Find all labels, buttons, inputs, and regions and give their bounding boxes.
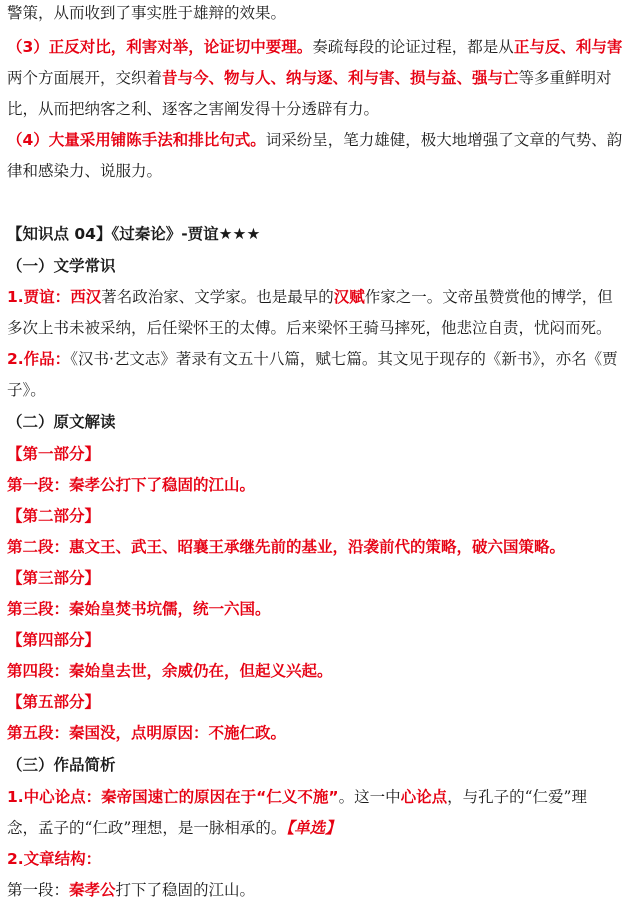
point-4-line-2: 律和感染力、说服力。 bbox=[7, 162, 163, 180]
part-heading: 【第四部分】 bbox=[7, 631, 101, 649]
section-heading-reading: （二）原文解读 bbox=[7, 413, 116, 431]
item-jiayi-line-2: 多次上书未被采纳，后任梁怀王的太傅。后来梁怀王骑马摔死，他悲泣自责，忧闷而死。 bbox=[7, 319, 612, 337]
central-argument-line-1: 1.中心论点：秦帝国速亡的原因在于“仁义不施”。这一中心论点，与孔子的“仁爱”理 bbox=[7, 788, 587, 806]
point-3-line-3: 比，从而把纳客之利、逐客之害阐发得十分透辟有力。 bbox=[7, 100, 380, 118]
part-heading: 【第二部分】 bbox=[7, 507, 101, 525]
section-heading-analysis: （三）作品简析 bbox=[7, 756, 116, 774]
structure-heading: 2.文章结构： bbox=[7, 850, 102, 868]
point-3-heading: （3）正反对比，利害对举，论证切中要理。 bbox=[7, 38, 313, 56]
structure-line-1: 第一段：秦孝公打下了稳固的江山。 bbox=[7, 881, 256, 899]
part-summary: 第四段：秦始皇去世，余威仍在，但起义兴起。 bbox=[7, 662, 333, 680]
part-summary: 第一段：秦孝公打下了稳固的江山。 bbox=[7, 476, 256, 494]
point-3-line-2: 两个方面展开，交织着昔与今、物与人、纳与逐、利与害、损与益、强与亡等多重鲜明对 bbox=[7, 69, 612, 87]
para-continuation: 警策，从而收到了事实胜于雄辩的效果。 bbox=[7, 4, 287, 22]
part-heading: 【第五部分】 bbox=[7, 693, 101, 711]
part-summary: 第三段：秦始皇焚书坑儒，统一六国。 bbox=[7, 600, 271, 618]
point-4-heading: （4）大量采用铺陈手法和排比句式。 bbox=[7, 131, 266, 149]
part-summary: 第二段：惠文王、武王、昭襄王承继先前的基业，沿袭前代的策略，破六国策略。 bbox=[7, 538, 566, 556]
item-works-line-1: 2.作品：《汉书·艺文志》著录有文五十八篇，赋七篇。其文见于现存的《新书》，亦名《贾 bbox=[7, 350, 618, 368]
knowledge-point-title: 【知识点 04】《过秦论》-贾谊★★★ bbox=[7, 225, 261, 243]
central-argument-line-2: 念，孟子的“仁政”理想，是一脉相承的。【单选】 bbox=[7, 819, 341, 837]
part-summary: 第五段：秦国没，点明原因：不施仁政。 bbox=[7, 724, 287, 742]
part-heading: 【第一部分】 bbox=[7, 445, 101, 463]
section-heading-literary: （一）文学常识 bbox=[7, 257, 116, 275]
single-choice-tag: 【单选】 bbox=[286, 819, 341, 837]
part-heading: 【第三部分】 bbox=[7, 569, 101, 587]
point-3-line-1: （3）正反对比，利害对举，论证切中要理。奏疏每段的论证过程，都是从正与反、利与害 bbox=[7, 38, 623, 56]
item-works-line-2: 子》。 bbox=[7, 381, 46, 399]
point-4-line-1: （4）大量采用铺陈手法和排比句式。词采纷呈，笔力雄健，极大地增强了文章的气势、韵 bbox=[7, 131, 623, 149]
item-jiayi-line-1: 1.贾谊：西汉著名政治家、文学家。也是最早的汉赋作家之一。文帝虽赞赏他的博学，但 bbox=[7, 288, 613, 306]
